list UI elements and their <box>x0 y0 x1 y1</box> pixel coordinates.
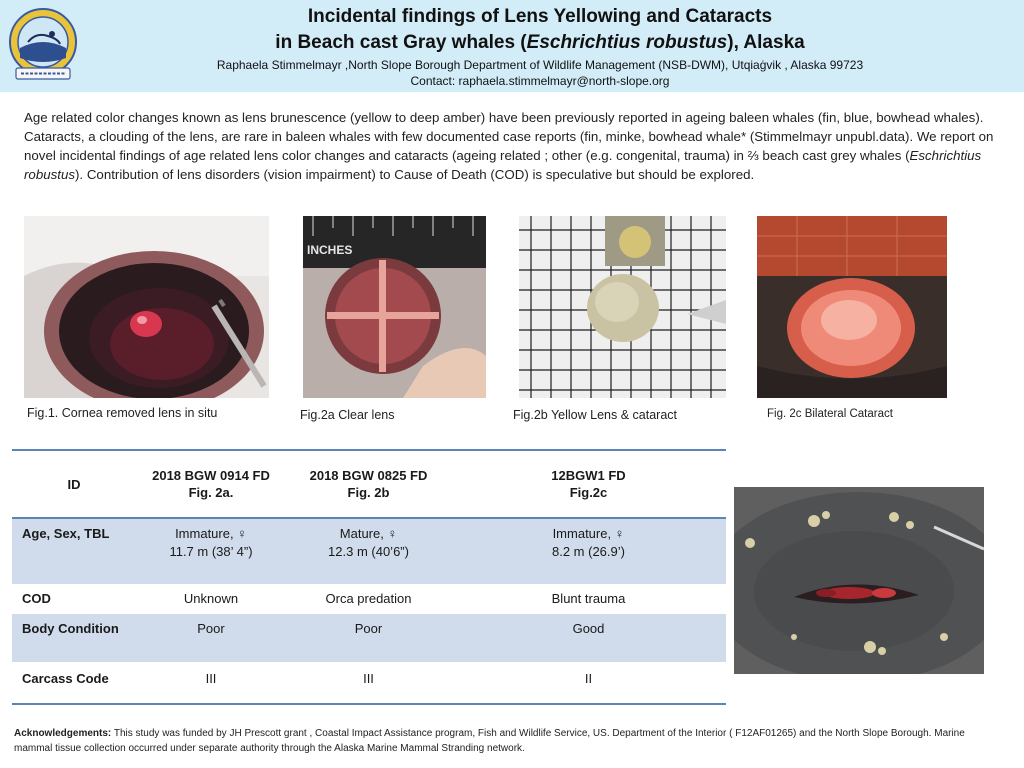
bilateral-cataract-image <box>757 216 947 398</box>
header-id: ID <box>67 476 81 492</box>
row-label: Carcass Code <box>22 671 109 686</box>
fig2b-photo <box>519 216 726 398</box>
table-cell: Mature, ♀ 12.3 m (40’6”) <box>328 526 409 559</box>
intro-species: Eschrichtius robustus <box>24 148 982 182</box>
table-cell: III <box>205 671 217 686</box>
table-cell: Good <box>572 621 605 636</box>
table-cell: Immature, ♀ 8.2 m (26.9’) <box>552 526 625 559</box>
intro-text-2: ). Contribution of lens disorders (vision impairment) to Cause of Death (COD) is speculative but should be explored. <box>75 167 755 182</box>
fig2b-caption: Fig.2b Yellow Lens & cataract <box>513 408 677 422</box>
yellow-lens-cataract-image <box>519 216 726 398</box>
table-row-carcass-code <box>12 662 726 704</box>
title-post: ), Alaska <box>727 32 805 53</box>
whale-eye-photo <box>734 487 984 674</box>
intro-paragraph <box>24 108 1004 184</box>
contact-email: Contact: raphaela.stimmelmayr@north-slope.org <box>410 74 670 88</box>
ack-label: Acknowledgements: <box>14 728 112 739</box>
intro-text-1: Age related color changes known as lens brunescence (yellow to deep amber) have been previously reported in ageing baleen whales (fin, blue, bowhead whales). Cataracts, a clouding of the lens, are rare in baleen whales with few documented case reports (fin, minke, bowhead whale* (Stimmelmayr unpubl.data). We report on novel incidental findings of age related lens color changes and cataracts (ageing related ; other (e.g. congenital, trauma) in ⅔ beach cast grey whales ( <box>24 110 994 163</box>
poster-header <box>0 0 1024 92</box>
row-label: Age, Sex, TBL <box>22 526 110 541</box>
table-cell: Poor <box>354 621 383 636</box>
table-row-age-sex-tbl <box>12 518 726 584</box>
fig2c-photo <box>757 216 947 398</box>
title-species: Eschrichtius robustus <box>526 32 728 53</box>
table-cell: Poor <box>197 621 225 636</box>
title-pre: in Beach cast Gray whales ( <box>275 32 527 53</box>
table-cell: III <box>363 671 374 686</box>
ack-text: This study was funded by JH Prescott grant , Coastal Impact Assistance program, Fish and Wildlife Service, US. Department of the Interior ( F12AF01265) and the North Slope Borough. Marine mammal tissue collection occurred under separate authority through the Alaska Marine Mammal Stranding network. <box>14 728 965 754</box>
table-header-row <box>12 450 726 518</box>
header-case-2: 2018 BGW 0825 FD Fig. 2b <box>309 468 428 500</box>
acknowledgements <box>14 726 1004 756</box>
table-cell: Blunt trauma <box>551 591 626 606</box>
eye-in-situ-image <box>24 216 269 398</box>
clear-lens-image <box>303 216 486 398</box>
header-case-3: 12BGW1 FD Fig.2c <box>551 468 626 500</box>
table-cell: Unknown <box>183 591 239 606</box>
fig2a-caption: Fig.2a Clear lens <box>300 408 395 422</box>
ruler-label: INCHES <box>307 243 353 257</box>
fig2c-caption: Fig. 2c Bilateral Cataract <box>767 408 893 420</box>
table-row-cod <box>12 584 726 614</box>
poster-title-line-1: Incidental findings of Lens Yellowing and Cataracts <box>307 6 773 27</box>
header-case-1: 2018 BGW 0914 FD Fig. 2a. <box>152 468 270 500</box>
table-cell: Orca predation <box>325 591 412 606</box>
north-slope-borough-logo-icon <box>8 6 78 84</box>
table-row-body-condition <box>12 614 726 662</box>
author-affiliation: Raphaela Stimmelmayr ,North Slope Borough Department of Wildlife Management (NSB-DWM), Utqiaġvik , Alaska 99723 <box>216 58 864 72</box>
fig1-photo <box>24 216 269 398</box>
table-cell: Immature, ♀ 11.7 m (38’ 4”) <box>169 526 253 559</box>
findings-table <box>12 449 726 705</box>
row-label: Body Condition <box>22 621 119 636</box>
whale-eye-external-image <box>734 487 984 674</box>
fig1-caption: Fig.1. Cornea removed lens in situ <box>27 406 218 420</box>
row-label: COD <box>22 591 51 606</box>
poster-title-line-2 <box>90 32 990 54</box>
table-cell: II <box>584 671 593 686</box>
fig2a-photo <box>303 216 486 398</box>
